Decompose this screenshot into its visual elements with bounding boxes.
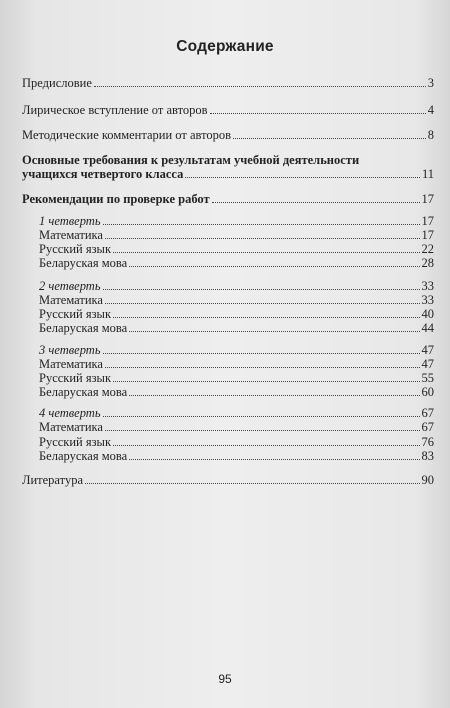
toc-entry-page: 67 <box>421 406 434 420</box>
dot-leader <box>185 167 420 178</box>
toc-entry-label: Предисловие <box>22 76 92 90</box>
dot-leader <box>105 228 420 239</box>
dot-leader <box>105 420 420 431</box>
toc-entry-quarter-4 <box>39 406 434 420</box>
toc-entry-literature <box>22 473 434 487</box>
toc-entry-q1-math <box>39 228 434 242</box>
toc-entry-page: 22 <box>421 242 434 256</box>
toc-entry-q2-russian <box>39 307 434 321</box>
toc-entry-label: Русский язык <box>39 435 112 449</box>
toc-entry-label: Беларуская мова <box>39 256 128 270</box>
toc-entry-label: 2 четверть <box>39 279 101 293</box>
toc-entry-quarter-3 <box>39 343 434 357</box>
toc-entry-q1-russian <box>39 242 434 256</box>
toc-title: Содержание <box>176 38 274 55</box>
toc-entry-label: Математика <box>39 357 103 371</box>
toc-entry-lyrical-intro <box>22 103 434 117</box>
dot-leader <box>85 473 420 484</box>
toc-entry-page: 33 <box>421 279 434 293</box>
toc-entry-label: 3 четверть <box>39 343 101 357</box>
dot-leader <box>105 357 420 368</box>
dot-leader <box>129 449 419 460</box>
toc-entry-page: 17 <box>421 214 434 228</box>
toc-entry-label: Русский язык <box>39 371 112 385</box>
toc-entry-q2-belarusian <box>39 321 434 335</box>
toc-entry-label: Русский язык <box>39 242 112 256</box>
toc-entry-page: 90 <box>421 473 434 487</box>
toc-entry-label: 1 четверть <box>39 214 101 228</box>
toc-entry-page: 76 <box>421 435 434 449</box>
dot-leader <box>94 76 426 87</box>
toc-entry-page: 17 <box>421 228 434 242</box>
toc-entry-page: 47 <box>421 343 434 357</box>
toc-entry-label: Методические комментарии от авторов <box>22 128 232 142</box>
toc-entry-label: учащихся четвертого класса <box>22 167 184 181</box>
toc-entry-page: 3 <box>427 76 434 90</box>
toc-entry-page: 44 <box>421 321 434 335</box>
toc-entry-methodical-comments <box>22 128 434 142</box>
toc-entry-q3-belarusian <box>39 385 434 399</box>
toc-entry-requirements <box>22 167 434 181</box>
toc-entry-q4-belarusian <box>39 449 434 463</box>
toc-entry-q1-belarusian <box>39 256 434 270</box>
toc-entry-recommendations <box>22 192 434 206</box>
dot-leader <box>233 128 426 139</box>
toc-entry-label: Беларуская мова <box>39 321 128 335</box>
dot-leader <box>129 321 419 332</box>
toc-entry-label: Беларуская мова <box>39 449 128 463</box>
dot-leader <box>103 343 420 354</box>
toc-entry-page: 60 <box>421 385 434 399</box>
toc-entry-label: Беларуская мова <box>39 385 128 399</box>
toc-entry-label: 4 четверть <box>39 406 101 420</box>
toc-entry-q4-russian <box>39 435 434 449</box>
toc-entry-label: Русский язык <box>39 307 112 321</box>
dot-leader <box>210 103 426 114</box>
toc-entry-page: 28 <box>421 256 434 270</box>
toc-entry-page: 11 <box>421 167 434 181</box>
toc-entry-requirements-line1: Основные требования к результатам учебной деятельности <box>22 153 360 167</box>
page-number: 95 <box>218 672 232 686</box>
toc-entry-page: 67 <box>421 420 434 434</box>
toc-entry-q2-math <box>39 293 434 307</box>
toc-entry-page: 33 <box>421 293 434 307</box>
toc-entry-page: 8 <box>427 128 434 142</box>
toc-entry-page: 55 <box>421 371 434 385</box>
toc-entry-label: Литература <box>22 473 83 487</box>
toc-entry-label: Рекомендации по проверке работ <box>22 192 210 206</box>
toc-entry-page: 40 <box>421 307 434 321</box>
dot-leader <box>103 406 420 417</box>
dot-leader <box>113 242 419 253</box>
toc-entry-page: 83 <box>421 449 434 463</box>
toc-entry-page: 4 <box>427 103 434 117</box>
dot-leader <box>212 192 420 203</box>
dot-leader <box>103 214 420 225</box>
dot-leader <box>103 279 420 290</box>
toc-entry-quarter-1 <box>39 214 434 228</box>
toc-entry-label: Математика <box>39 228 103 242</box>
toc-entry-preface <box>22 76 434 90</box>
toc-entry-label: Лирическое вступление от авторов <box>22 103 208 117</box>
toc-entry-q3-russian <box>39 371 434 385</box>
toc-entry-label: Математика <box>39 293 103 307</box>
dot-leader <box>113 307 419 318</box>
toc-entry-page: 47 <box>421 357 434 371</box>
dot-leader <box>129 385 419 396</box>
dot-leader <box>113 371 419 382</box>
toc-entry-quarter-2 <box>39 279 434 293</box>
dot-leader <box>129 256 419 267</box>
toc-entry-page: 17 <box>421 192 434 206</box>
toc-entry-q4-math <box>39 420 434 434</box>
dot-leader <box>113 435 419 446</box>
toc-entry-q3-math <box>39 357 434 371</box>
toc-entry-label: Математика <box>39 420 103 434</box>
dot-leader <box>105 293 420 304</box>
